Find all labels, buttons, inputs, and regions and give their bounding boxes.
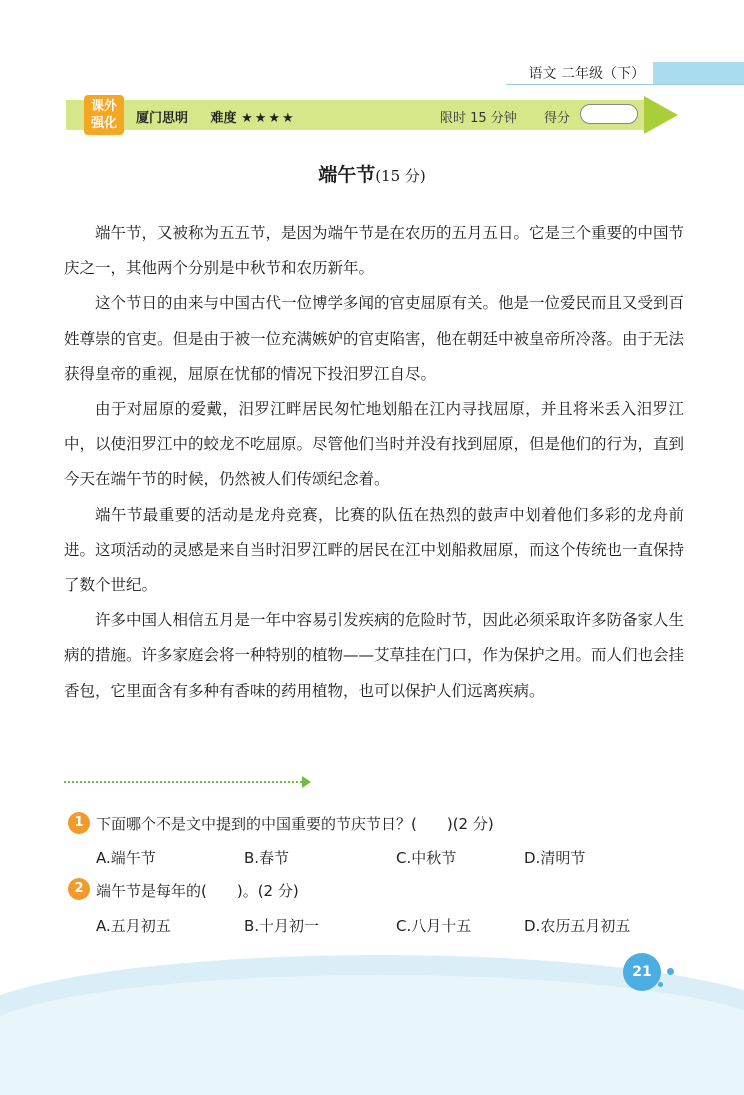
banner-arrow-icon (644, 96, 678, 134)
paragraph: 端午节最重要的活动是龙舟竞赛，比赛的队伍在热烈的鼓声中划着他们多彩的龙舟前进。这项活动的灵感是来自当时汨罗江畔的居民在江中划船救屈原，而这个传统也一直保持了数个世纪。 (64, 505, 685, 595)
section-divider (64, 781, 302, 783)
subject-label: 语文 二年级（下） (528, 66, 645, 82)
divider-arrow-icon (302, 776, 311, 788)
q1-option-d[interactable]: D.清明节 (524, 849, 586, 867)
difficulty-stars: ★★★★ (241, 111, 296, 126)
question-number-1: 1 (68, 812, 90, 834)
source-label: 厦门思明 (136, 111, 189, 126)
subject-tab (503, 62, 653, 84)
footer-wave-light (0, 975, 744, 1095)
badge-line-1: 课外 (90, 99, 117, 114)
q1-option-b[interactable]: B.春节 (244, 849, 290, 867)
paragraph: 由于对屈原的爱戴，汨罗江畔居民匆忙地划船在江内寻找屈原，并且将米丢入汨罗江中，以使汨罗江中的蛟龙不吃屈原。尽管他们当时并没有找到屈原，但是他们的行为，直到今天在端午节的时候，仍然被人们传颂纪念着。 (64, 400, 685, 489)
badge-line-2: 强化 (90, 116, 117, 131)
paragraph: 端午节，又被称为五五节，是因为端午节是在农历的五月五日。它是三个重要的中国节庆之一，其他两个分别是中秋节和农历新年。 (64, 224, 685, 278)
q1-option-c[interactable]: C.中秋节 (396, 849, 457, 867)
q2-option-d[interactable]: D.农历五月初五 (524, 917, 631, 935)
decor-dot (658, 982, 663, 987)
decor-dot (667, 968, 674, 975)
question-2-text: 端午节是每年的( )。(2 分) (96, 882, 299, 900)
banner-info (136, 107, 296, 126)
question-number-2: 2 (68, 878, 90, 900)
score-label: 得分 (544, 111, 571, 126)
time-limit: 限时 15 分钟 (440, 111, 517, 126)
score-field[interactable] (580, 104, 638, 124)
article-body (64, 216, 684, 709)
q2-option-a[interactable]: A.五月初五 (96, 917, 171, 935)
q2-option-b[interactable]: B.十月初一 (244, 917, 320, 935)
header-rule (506, 84, 744, 85)
title-points: (15 分) (375, 167, 426, 185)
title-text: 端午节 (318, 164, 376, 186)
paragraph: 这个节日的由来与中国古代一位博学多闻的官吏屈原有关。他是一位爱民而且又受到百姓尊崇的官吏。但是由于被一位充满嫉妒的官吏陷害，他在朝廷中被皇帝所冷落。由于无法获得皇帝的重视，屈原在忧郁的情况下投汨罗江自尽。 (64, 294, 685, 383)
q2-option-c[interactable]: C.八月十五 (396, 917, 472, 935)
subject-tab-accent (653, 62, 744, 84)
q1-option-a[interactable]: A.端午节 (96, 849, 156, 867)
difficulty-label: 难度 (210, 111, 237, 126)
extracurricular-badge (84, 95, 124, 135)
page-number: 21 (623, 953, 661, 991)
article-title (0, 160, 744, 187)
question-1-text: 下面哪个不是文中提到的中国重要的节庆节日？( )(2 分) (96, 815, 494, 833)
paragraph: 许多中国人相信五月是一年中容易引发疾病的危险时节，因此必须采取许多防备家人生病的措施。许多家庭会将一种特别的植物——艾草挂在门口，作为保护之用。而人们也会挂香包，它里面含有多种有香味的药用植物，也可以保护人们远离疾病。 (64, 611, 685, 700)
